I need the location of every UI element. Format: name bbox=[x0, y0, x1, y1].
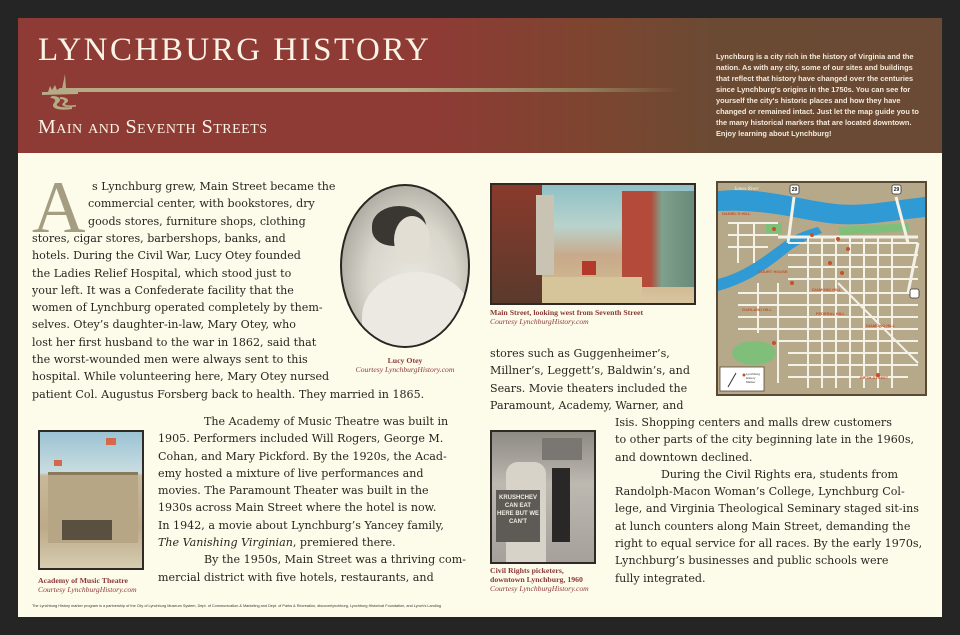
map-legend-label: Lynchburg History Marker bbox=[746, 372, 760, 384]
text-line: Lynchburg’s businesses and public schools were bbox=[615, 554, 889, 568]
caption-title: Lucy Otey bbox=[387, 356, 423, 365]
caption-title: Academy of Music Theatre bbox=[38, 576, 129, 585]
drop-cap: A bbox=[32, 167, 86, 249]
lucy-otey-portrait bbox=[340, 184, 470, 348]
second-sign bbox=[542, 438, 582, 460]
caption-credit: Courtesy LynchburgHistory.com bbox=[355, 365, 455, 374]
downtown-map bbox=[716, 181, 927, 396]
text-line: fully integrated. bbox=[615, 571, 706, 585]
buildings-right bbox=[622, 191, 694, 287]
flag-icon bbox=[106, 438, 116, 445]
portrait-body bbox=[362, 272, 470, 348]
civil-rights-picketers-photo bbox=[490, 430, 596, 564]
caption-credit: Courtesy LynchburgHistory.com bbox=[38, 585, 137, 594]
text-line bbox=[158, 534, 466, 551]
map-graphic bbox=[718, 183, 925, 394]
buildings-left-2 bbox=[536, 195, 554, 275]
article-col1b bbox=[158, 413, 466, 586]
partnership-credit: The Lynchburg History marker program is a partnership of the City of Lynchburg Museum System, Dept. of Communication & Marketing and Dept. of Parks & Recreation, discoverlynchburg, Lynchburg Historical Foundation, and Lynch's Landing bbox=[32, 604, 441, 608]
streetcar bbox=[582, 261, 596, 275]
caption-title: Civil Rights picketers, bbox=[490, 566, 564, 575]
movie-suffix: , premiered there. bbox=[292, 536, 396, 550]
text-line: stores such as Guggenheimer’s, bbox=[490, 347, 670, 360]
map-river-label: James River bbox=[734, 187, 759, 192]
movie-title: The Vanishing Virginian bbox=[158, 536, 293, 550]
flag-icon bbox=[54, 460, 62, 466]
svg-text:GARLAND HILL: GARLAND HILL bbox=[742, 307, 772, 312]
lucy-otey-caption bbox=[340, 356, 470, 374]
main-street-caption bbox=[490, 308, 643, 326]
text-line: to other parts of the city beginning late in the 1960s, bbox=[615, 433, 915, 447]
text-line: goods stores, furniture shops, clothing bbox=[88, 214, 306, 228]
caption-credit: Courtesy LynchburgHistory.com bbox=[490, 317, 589, 326]
text-line: The Academy of Music Theatre was built in bbox=[204, 415, 449, 428]
text-line: Sears. Movie theaters included the bbox=[490, 381, 688, 395]
text-line: at lunch counters along Main Street, demanding the bbox=[615, 519, 911, 533]
text-line: Cohan, and Mary Pickford. By the 1920s, the Acad- bbox=[158, 449, 447, 463]
text-line: s Lynchburg grew, Main Street became the bbox=[92, 180, 336, 193]
man-in-suit bbox=[552, 468, 570, 542]
caption-credit: Courtesy LynchburgHistory.com bbox=[490, 584, 589, 593]
header-divider-rule bbox=[60, 88, 680, 92]
article-col3 bbox=[615, 414, 922, 587]
text-line: Randolph-Macon Woman’s College, Lynchburg Col- bbox=[615, 485, 905, 499]
sign-subtitle: Main and Seventh Streets bbox=[38, 116, 268, 138]
text-line: emy hosted a mixture of live performances and bbox=[158, 466, 424, 480]
text-line: By the 1950s, Main Street was a thriving com- bbox=[204, 553, 466, 567]
historical-marker-sign bbox=[18, 18, 942, 617]
text-line: women of Lynchburg operated completely by them- bbox=[32, 301, 323, 315]
civil-rights-caption bbox=[490, 566, 589, 593]
text-line: the worst-wounded men were always sent to this bbox=[32, 353, 308, 367]
route-shield-left: 29 bbox=[791, 187, 798, 193]
sign-title: LYNCHBURG HISTORY bbox=[38, 32, 432, 68]
text-line: and downtown declined. bbox=[615, 450, 753, 464]
buildings-left bbox=[492, 185, 542, 303]
text-line: lege, and Virginia Theological Seminary staged sit-ins bbox=[615, 502, 919, 516]
article-col2 bbox=[490, 345, 690, 414]
academy-caption bbox=[38, 576, 137, 594]
text-line: your left. It was a Confederate facility that the bbox=[32, 283, 294, 297]
text-line: hospital. While volunteering here, Mary Otey nursed bbox=[32, 370, 330, 384]
text-line: the Ladies Relief Hospital, which stood just to bbox=[32, 266, 292, 280]
portrait-face bbox=[394, 216, 430, 264]
text-line: lost her first husband to the war in 1862, said that bbox=[32, 335, 317, 349]
text-line: 1930s across Main Street where the hotel is now. bbox=[158, 501, 437, 515]
svg-text:DIAMOND HILL: DIAMOND HILL bbox=[812, 287, 842, 292]
street bbox=[542, 277, 642, 303]
text-line: Paramount, Academy, Warner, and bbox=[490, 398, 684, 412]
sign-header bbox=[18, 18, 942, 153]
caption-title: Main Street, looking west from Seventh Street bbox=[490, 308, 644, 317]
intro-paragraph: Lynchburg is a city rich in the history of Virginia and the nation. As with any city, some of our sites and buildings that reflect that history have changed over the centuries since Lynchburg's origins in the 1750s. You can see for yourself the city's historic places and how they have changed or remained intact. Just let the map guide you to the many historical markers that are located downtown. Enjoy learning about Lynchburg! bbox=[716, 52, 919, 138]
text-line: Isis. Shopping centers and malls drew customers bbox=[615, 416, 892, 429]
text-line: commercial center, with bookstores, dry bbox=[88, 197, 315, 211]
text-line: mercial district with five hotels, restaurants, and bbox=[158, 570, 434, 584]
svg-text:COURT HOUSE: COURT HOUSE bbox=[758, 269, 788, 274]
text-line: selves. Otey’s daughter-in-law, Mary Otey, who bbox=[32, 318, 296, 332]
text-line: patient Col. Augustus Forsberg back to health. They married in 1865. bbox=[32, 387, 425, 401]
text-line: Millner’s, Leggett’s, Baldwin’s, and bbox=[490, 364, 690, 378]
academy-of-music-photo bbox=[38, 430, 144, 570]
picket-sign: KRUSHCHEV CAN EAT HERE BUT WE CAN'T bbox=[496, 490, 540, 542]
route-shield-right: 29 bbox=[893, 187, 900, 193]
svg-text:DIAMOND HILL: DIAMOND HILL bbox=[866, 323, 896, 328]
svg-text:DANIEL'S HILL: DANIEL'S HILL bbox=[722, 211, 751, 216]
text-line: hotels. During the Civil War, Lucy Otey founded bbox=[32, 249, 301, 263]
text-line: right to equal service for all races. By the early 1970s, bbox=[615, 537, 923, 551]
svg-text:FEDERAL HILL: FEDERAL HILL bbox=[816, 311, 845, 316]
text-line: 1905. Performers included Will Rogers, George M. bbox=[158, 432, 444, 446]
main-street-photo bbox=[490, 183, 696, 305]
text-line: In 1942, a movie about Lynchburg’s Yancey family, bbox=[158, 518, 444, 532]
caption-title: downtown Lynchburg, 1960 bbox=[490, 575, 583, 584]
svg-text:FIFTH STREET: FIFTH STREET bbox=[860, 375, 889, 380]
article-col1-top bbox=[88, 178, 336, 230]
building-entrance bbox=[62, 520, 112, 540]
text-line: movies. The Paramount Theater was built in the bbox=[158, 484, 429, 498]
city-skyline-river-logo-icon bbox=[38, 70, 98, 118]
text-line: stores, cigar stores, barbershops, banks, and bbox=[32, 232, 286, 245]
text-line: During the Civil Rights era, students from bbox=[661, 467, 899, 481]
